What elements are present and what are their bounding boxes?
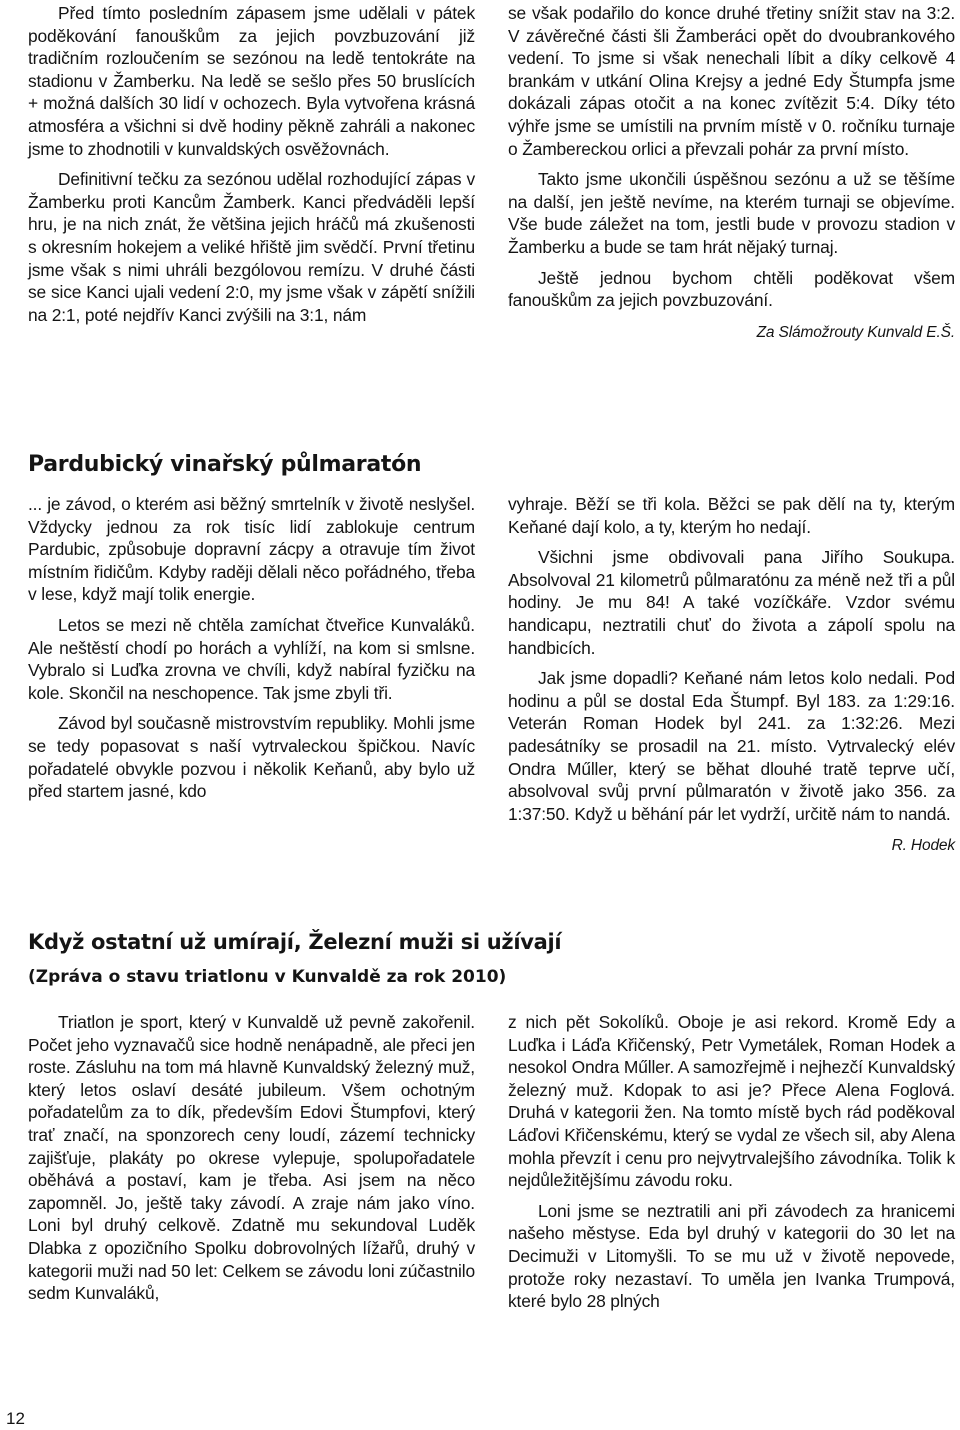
paragraph: Ještě jednou bychom chtěli poděkovat všem fanouškům za jejich povzbuzování. — [508, 267, 955, 311]
paragraph: Jak jsme dopadli? Keňané nám letos kolo nedali. Pod hodinu a půl se dostal Eda Štumpf. Byl 183. za 1:29:16. Veterán Roman Hodek byl 241. za 1:32:26. Mezi padesátníky se prosadil na 21. místo. Vytrvalecký elév Ondra Műller, který se běhat dlouhé tratě teprve učí, absolvoval svůj první půlmaratón v životě jako 356. za 1:37:50. Když u běhání pár let vydrží, určitě nám to nandá. — [508, 668, 955, 824]
article-subtitle-triathlon: (Zpráva o stavu triatlonu v Kunvaldě za rok 2010) — [28, 967, 507, 987]
paragraph: Definitivní tečku za sezónou udělal rozhodující zápas v Žamberku proti Kancům Žamberk. Kanci předváděli lepší hru, je na nich znát, že většina jejich hráčů má zkušenosti s okresním hokejem a veliké hřiště jim svědčí. První třetinu jsme však s nimi uhráli bezgólovou remízu. V druhé části se sice Kanci ujali vedení 2:0, my jsme však v zápětí snížili na 2:1, poté nejdřív Kanci zvýšili na 3:1, nám — [28, 169, 475, 325]
paragraph: Všichni jsme obdivovali pana Jiřího Soukupa. Absolvoval 21 kilometrů půlmaratónu za méně než tři a půl hodiny. Je mu 84! A také vozíčkáře. Vzdor svému handicapu, neztratili chuť do života a zápolí spolu na handbicích. — [508, 547, 955, 658]
signature: R. Hodek — [891, 837, 955, 855]
paragraph: Loni jsme se neztratili ani při závodech za hranicemi našeho městyse. Eda byl druhý v kategorii do 30 let na Decimuži v Litomyšli. To se mu už v životě nepovede, protože roky nezastaví. To uměla jen Ivanka Trumpová, které bylo 28 plných — [508, 1200, 955, 1312]
article-halfmarathon-left-column — [28, 493, 475, 803]
paragraph: Před tímto posledním zápasem jsme udělali v pátek poděkování fanouškům za jejich povzbuzování již tradičním rozloučením se sezónou na ledě tentokráte na stadionu v Žamberku. Na ledě se sešlo přes 50 bruslících + možná dalších 30 lidí v ochozech. Byla vytvořena krásná atmosféra a všichni si dvě hodiny pěkně zahráli a nakonec jsme to zhodnotili v kunvaldských osvěžovnách. — [28, 3, 475, 159]
paragraph: se však podařilo do konce druhé třetiny snížit stav na 3:2. V závěrečné části šli Žamberáci opět do dvoubrankového vedení. To jsme si však nenechali líbit a díky celkově 4 brankám v utkání Olina Krejsy a jedné Edy Štumpfa jsme dokázali zápas otočit a na konec zvítězit 5:4. Díky této výhře jsme se umístili na prvním místě v 0. ročníku turnaje o Žambereckou orlici a převzali pohár za první místo. — [508, 3, 955, 159]
paragraph: ... je závod, o kterém asi běžný smrtelník v životě neslyšel. Vždycky jednou za rok tisíc lidí zablokuje centrum Pardubic, způsobuje dopravní zácpy a otravuje tím život místním řidičům. Kdyby raději dělali něco pořádného, třeba v lese, když mají tolik energie. — [28, 494, 475, 605]
paragraph: Triatlon je sport, který v Kunvaldě už pevně zakořenil. Počet jeho vyznavačů sice hodně nenápadně, ale přeci jen roste. Zásluhu na tom má hlavně Kunvaldský železný muž, který letos oslaví desáté jubileum. Všem ochotným pořadatelům za to dík, především Edovi Štumpfovi, který trať značí, na sponzorech ceny loudí, zázemí technicky zajišťuje, plakáty po okrese vylepuje, spolupořadatele oběhává a postaví, kam je třeba. Asi jsem na něco zapomněl. Jo, ještě taky závodí. A zraje nám jako víno. Loni byl druhý celkově. Zdatně mu sekundoval Luděk Dlabka z opozičního Spolku dobrovolných lížařů, druhý v kategorii muži nad 50 let: Celkem se závodu loni zúčastnilo sedm Kunvaláků, — [28, 1012, 475, 1304]
article-triathlon-left-column — [28, 1011, 475, 1305]
paragraph: vyhraje. Běží se tři kola. Běžci se pak dělí na ty, kterým Keňané dají kolo, a ty, kterým ho nedají. — [508, 494, 955, 537]
paragraph: Letos se mezi ně chtěla zamíchat čtveřice Kunvaláků. Ale neštěstí chodí po horách a vyhlíží, na kom si smlsne. Vybralo si Luďka zrovna ve chvíli, když nabíral fyzičku na kole. Skončil na neschopence. Tak jsme zbyli tři. — [28, 614, 475, 703]
paragraph: Závod byl současně mistrovstvím republiky. Mohli jsme se tedy popasovat s naší vytrvaleckou špičkou. Navíc pořadatelé obvykle pozvou i několik Keňanů, aby bylo už před startem jasné, kdo — [28, 713, 475, 802]
paragraph: Takto jsme ukončili úspěšnou sezónu a už se těšíme na další, jen ještě nevíme, na kterém turnaji se objevíme. Vše bude záležet na tom, jestli bude v provozu stadion v Žamberku a bude se tam hrát nějaký turnaj. — [508, 169, 955, 257]
article-title-triathlon: Když ostatní už umírají, Železní muži si užívají — [28, 930, 562, 954]
article-title-halfmarathon: Pardubický vinařský půlmaratón — [28, 452, 422, 477]
article-hockey-left-column — [28, 2, 475, 326]
article-triathlon-right-column — [508, 1011, 955, 1313]
article-halfmarathon-right-column — [508, 493, 955, 858]
article-hockey-right-column — [508, 2, 955, 344]
page-number: 12 — [6, 1409, 25, 1428]
signature: Za Slámožrouty Kunvald E.Š. — [756, 323, 955, 341]
paragraph: z nich pět Sokolíků. Oboje je asi rekord. Kromě Edy a Luďka i Láďa Křičenský, Petr Vymetálek, Roman Hodek a nesokol Ondra Műller. A samozřejmě i nejhezčí Kunvaldský železný muž. Kdopak to asi je? Přece Alena Foglová. Druhá v kategorii žen. Na tomto místě bych rád poděkoval Láďovi Křičenskému, který se vydal ze všech sil, aby Alena mohla převzít i cenu pro nejvytrvalejšího závodníka. Tolik k nejdůležitějšímu závodu roku. — [508, 1012, 955, 1191]
